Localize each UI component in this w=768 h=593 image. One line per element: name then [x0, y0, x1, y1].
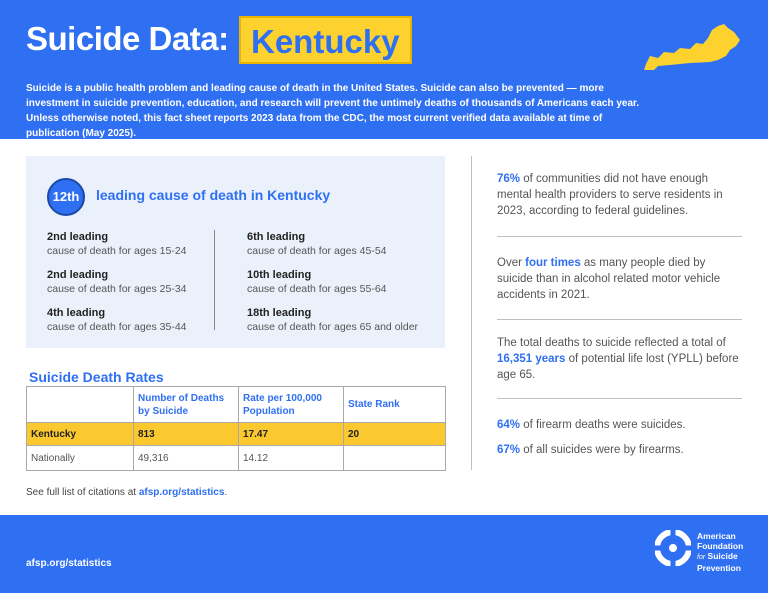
stat-text: of potential life lost (YPLL) before age 65. — [497, 353, 739, 381]
intro-paragraph: Suicide is a public health problem and leading cause of death in the United States. Suicide can also be prevented — more investment in suicide prevention, education, and research will prevent the untimely deaths of thousands of Americans each year. Unless otherwise noted, this fact sheet reports 2023 data from the CDC, the most current verified data available at time of publication (May 2025). — [26, 83, 640, 139]
logo-line: Foundation — [697, 541, 744, 551]
suicide-death-rates-table — [26, 386, 446, 471]
stat-text: of all suicides were by firearms. — [520, 444, 684, 456]
leading-cause-desc: cause of death for ages 65 and older — [247, 321, 419, 333]
page-title: Suicide Data: — [26, 20, 229, 57]
leading-cause-desc: cause of death for ages 35-44 — [47, 321, 187, 333]
logo-line: American — [697, 531, 736, 541]
table-cell: 49,316 — [134, 446, 239, 471]
horizontal-separator — [497, 236, 742, 237]
leading-cause-column-left — [47, 230, 187, 344]
logo-line: Prevention — [697, 563, 741, 573]
rates-title: Suicide Death Rates — [29, 369, 164, 385]
table-cell: Kentucky — [27, 423, 134, 446]
header-banner — [0, 0, 768, 139]
leading-cause-desc: cause of death for ages 15-24 — [47, 245, 187, 257]
table-row — [27, 423, 446, 446]
leading-cause-panel — [26, 156, 445, 348]
footer-banner — [0, 515, 768, 593]
stat-item — [497, 171, 742, 219]
stat-text: The total deaths to suicide reflected a total of — [497, 337, 726, 349]
leading-cause-desc: cause of death for ages 25-34 — [47, 283, 187, 295]
stat-text: as many people died by suicide than in alcohol related motor vehicle accidents in 2021. — [497, 257, 721, 301]
leading-cause-label: 18th leading — [247, 307, 312, 319]
leading-cause-label: 10th leading — [247, 269, 312, 281]
stat-item — [497, 442, 742, 458]
leading-cause-item — [247, 230, 418, 268]
citations-link[interactable]: afsp.org/statistics — [138, 487, 225, 498]
logo-word: Suicide — [707, 551, 738, 561]
vertical-separator — [471, 156, 472, 470]
leading-cause-title: leading cause of death in Kentucky — [96, 187, 331, 203]
table-header-cell: State Rank — [344, 387, 446, 423]
citations-note — [26, 487, 227, 498]
state-name-badge: Kentucky — [239, 16, 412, 64]
table-cell: 20 — [344, 423, 446, 446]
afsp-logo-text — [697, 531, 757, 573]
leading-cause-column-right — [247, 230, 418, 344]
leading-cause-label: 2nd leading — [47, 269, 109, 281]
stat-item — [497, 335, 742, 383]
leading-cause-desc: cause of death for ages 55-64 — [247, 283, 387, 295]
citations-prefix: See full list of citations at — [26, 487, 139, 498]
table-header-cell — [27, 387, 134, 423]
table-cell: 14.12 — [239, 446, 344, 471]
logo-for: for — [697, 554, 706, 561]
horizontal-separator — [497, 398, 742, 399]
table-header-cell: Rate per 100,000 Population — [239, 387, 344, 423]
table-header-row — [27, 387, 446, 423]
citations-suffix: . — [224, 487, 228, 498]
stat-item — [497, 255, 742, 303]
stat-item — [497, 417, 742, 433]
stat-highlight: 76% — [497, 173, 521, 185]
leading-cause-label: 6th leading — [247, 231, 306, 243]
table-cell: 17.47 — [239, 423, 344, 446]
table-row — [27, 446, 446, 471]
leading-cause-item — [247, 306, 418, 344]
stat-text: of firearm deaths were suicides. — [520, 419, 686, 431]
rank-badge: 12th — [47, 178, 85, 216]
stat-highlight: 67% — [497, 444, 521, 456]
table-cell: Nationally — [27, 446, 134, 471]
afsp-lifesaver-logo-icon — [655, 530, 691, 566]
table-header-cell: Number of Deaths by Suicide — [134, 387, 239, 423]
stat-text: Over — [497, 257, 526, 269]
horizontal-separator — [497, 319, 742, 320]
kentucky-state-map-icon — [640, 20, 744, 78]
leading-cause-item — [247, 268, 418, 306]
leading-cause-item — [47, 268, 187, 306]
leading-cause-label: 2nd leading — [47, 231, 109, 243]
leading-cause-desc: cause of death for ages 45-54 — [247, 245, 387, 257]
table-cell: 813 — [134, 423, 239, 446]
footer-url-link[interactable]: afsp.org/statistics — [26, 558, 112, 569]
column-divider — [214, 230, 215, 330]
stat-highlight: 16,351 years — [497, 353, 566, 365]
leading-cause-item — [47, 306, 187, 344]
leading-cause-label: 4th leading — [47, 307, 106, 319]
leading-cause-item — [47, 230, 187, 268]
stat-highlight: 64% — [497, 419, 521, 431]
table-cell — [344, 446, 446, 471]
stat-text: of communities did not have enough mental health providers to serve residents in 2023, according to federal guidelines. — [497, 173, 723, 217]
logo-line — [697, 551, 757, 563]
stat-highlight: four times — [525, 257, 581, 269]
